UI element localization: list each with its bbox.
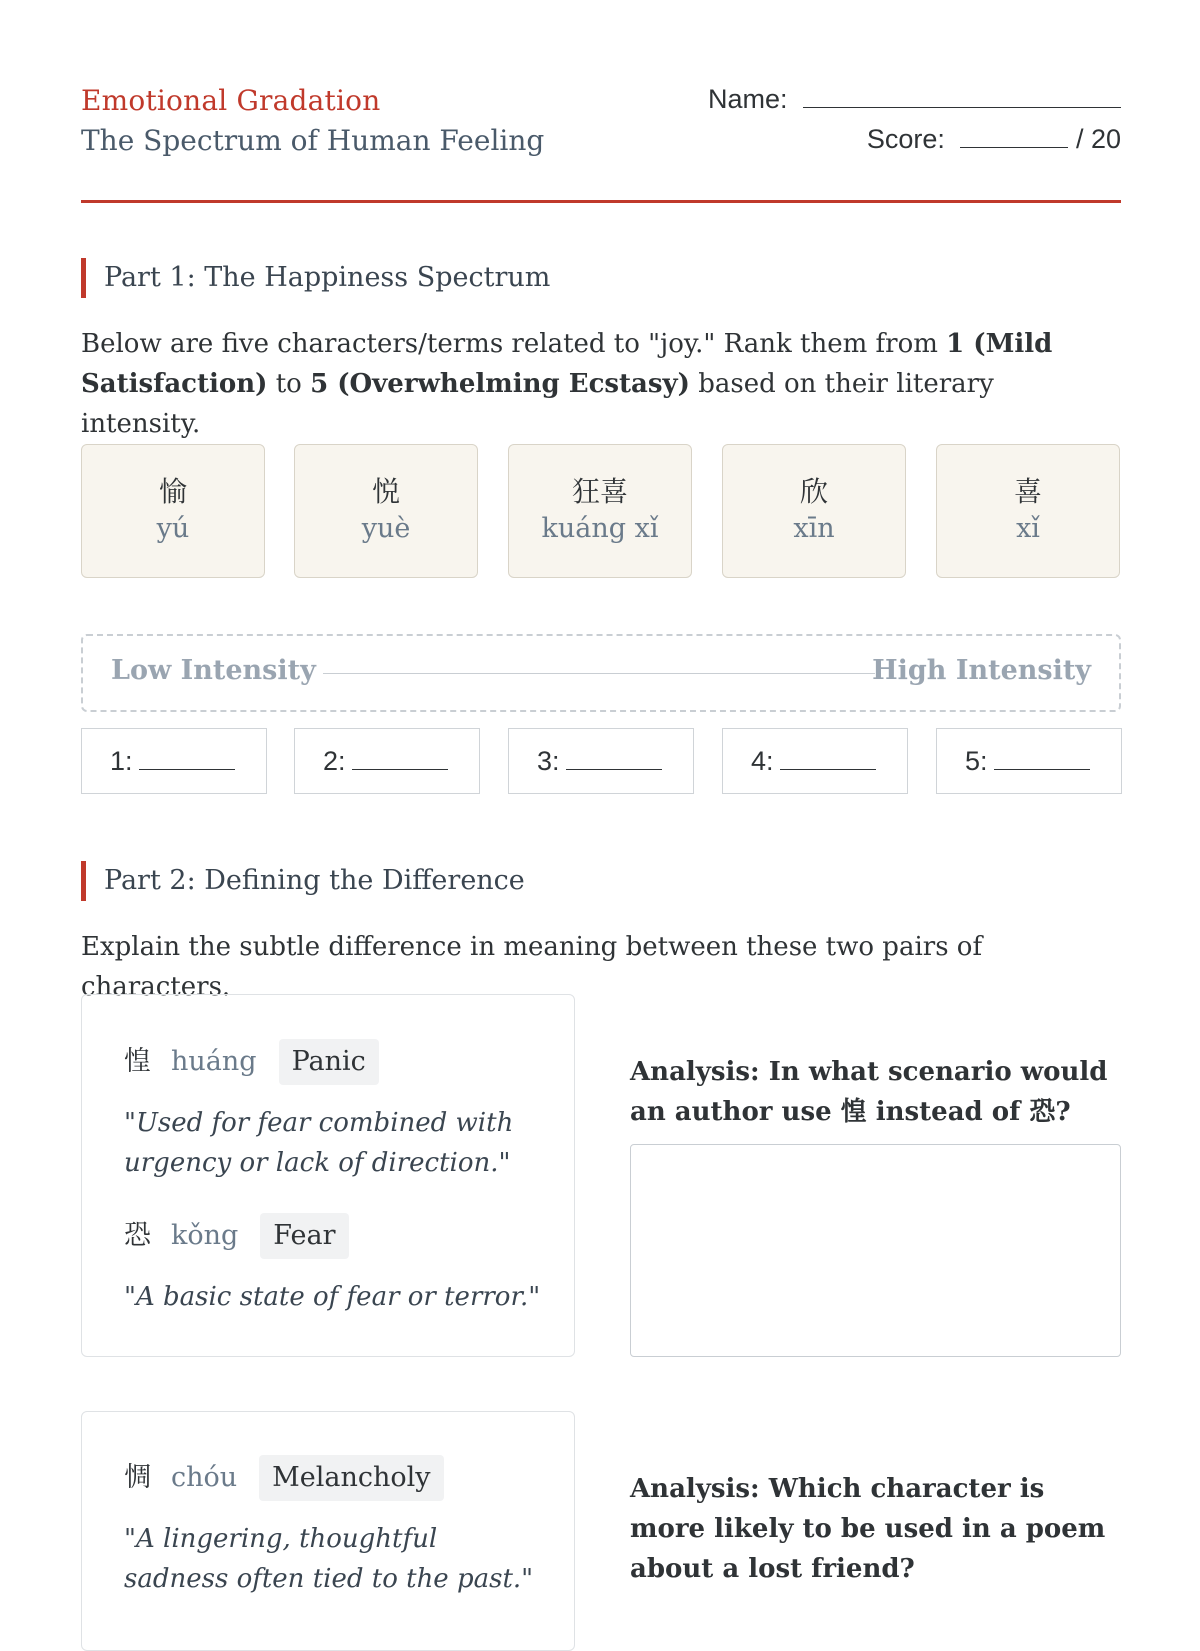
pair1-term-b xyxy=(124,1212,349,1258)
card-pinyin: xǐ xyxy=(1016,513,1040,544)
joy-character-cards xyxy=(81,444,1121,580)
rank-slot-label: 1: xyxy=(110,746,133,776)
part2-heading: Part 2: Defining the Difference xyxy=(81,861,525,901)
pair1-term-b-quote: "A basic state of fear or terror." xyxy=(124,1282,541,1312)
rank-blank[interactable] xyxy=(780,749,876,770)
card-hanzi: 欣 xyxy=(799,475,828,508)
worksheet-title: Emotional Gradation xyxy=(81,84,381,117)
rank-slot-label: 3: xyxy=(537,746,560,776)
rank-blank[interactable] xyxy=(994,749,1090,770)
rank-slot-label: 4: xyxy=(751,746,774,776)
pair1-term-a xyxy=(124,1038,379,1084)
score-total: / 20 xyxy=(1075,124,1121,154)
part2-instructions: Explain the subtle difference in meaning between these two pairs of characters. xyxy=(81,932,983,1002)
worksheet-header xyxy=(81,84,1121,204)
rank-slot-label: 5: xyxy=(965,746,988,776)
rank-slot[interactable] xyxy=(722,728,908,794)
rank-slot[interactable] xyxy=(508,728,694,794)
rank-blank[interactable] xyxy=(139,749,235,770)
score-field[interactable] xyxy=(867,124,1121,155)
pair2-term-a-quote: "A lingering, thoughtful sadness often tied to the past." xyxy=(124,1524,534,1594)
name-field[interactable] xyxy=(708,84,1121,115)
card-hanzi: 愉 xyxy=(158,475,187,508)
rank-blank[interactable] xyxy=(352,749,448,770)
high-intensity-label: High Intensity xyxy=(872,655,1091,686)
rank-slot-label: 2: xyxy=(323,746,346,776)
card-pinyin: kuáng xǐ xyxy=(541,513,659,544)
rank-slot[interactable] xyxy=(294,728,480,794)
rank-blank[interactable] xyxy=(566,749,662,770)
card-pinyin: yuè xyxy=(361,513,411,544)
term-pinyin: kǒng xyxy=(171,1219,239,1251)
char-card[interactable] xyxy=(81,444,265,578)
intensity-scale xyxy=(81,634,1121,712)
char-card[interactable] xyxy=(294,444,478,578)
pair2-analysis-question: Analysis: Which character is more likely to be used in a poem about a lost friend? xyxy=(630,1474,1106,1584)
header-divider xyxy=(81,200,1121,203)
card-pinyin: yú xyxy=(156,513,190,544)
char-card[interactable] xyxy=(722,444,906,578)
card-hanzi: 狂喜 xyxy=(571,475,628,508)
card-hanzi: 悦 xyxy=(371,475,400,508)
term-meaning-tag: Panic xyxy=(279,1039,379,1085)
pair1-answer-box[interactable] xyxy=(630,1144,1121,1357)
low-intensity-label: Low Intensity xyxy=(111,655,316,686)
card-hanzi: 喜 xyxy=(1013,475,1042,508)
term-pinyin: huáng xyxy=(171,1045,257,1077)
char-card[interactable] xyxy=(508,444,692,578)
rank-slots xyxy=(81,728,1121,794)
rank-slot[interactable] xyxy=(936,728,1122,794)
term-meaning-tag: Fear xyxy=(260,1213,348,1259)
rank-slot[interactable] xyxy=(81,728,267,794)
name-blank[interactable] xyxy=(803,85,1121,108)
char-card[interactable] xyxy=(936,444,1120,578)
term-hanzi: 惆 xyxy=(124,1461,151,1493)
intensity-line xyxy=(323,673,875,674)
pair2-term-a xyxy=(124,1454,444,1500)
pair2-card xyxy=(81,1411,575,1651)
name-label: Name: xyxy=(707,84,788,114)
term-pinyin: chóu xyxy=(171,1461,238,1493)
part1-heading: Part 1: The Happiness Spectrum xyxy=(81,258,550,298)
term-hanzi: 惶 xyxy=(124,1045,151,1077)
term-hanzi: 恐 xyxy=(124,1219,151,1251)
pair1-term-a-quote: "Used for fear combined with urgency or lack of direction." xyxy=(124,1108,514,1178)
term-meaning-tag: Melancholy xyxy=(259,1455,443,1501)
card-pinyin: xīn xyxy=(793,513,835,544)
pair1-card xyxy=(81,994,575,1357)
part1-instructions: Below are five characters/terms related to "joy." Rank them from 1 (Mild Satisfaction) to 5 (Overwhelming Ecstasy) based on their literary intensity. xyxy=(81,329,1053,439)
score-blank[interactable] xyxy=(960,125,1068,148)
pair1-analysis-question: Analysis: In what scenario would an author use 惶 instead of 恐? xyxy=(630,1057,1108,1127)
score-label: Score: xyxy=(866,124,945,154)
worksheet-subtitle: The Spectrum of Human Feeling xyxy=(81,124,545,157)
